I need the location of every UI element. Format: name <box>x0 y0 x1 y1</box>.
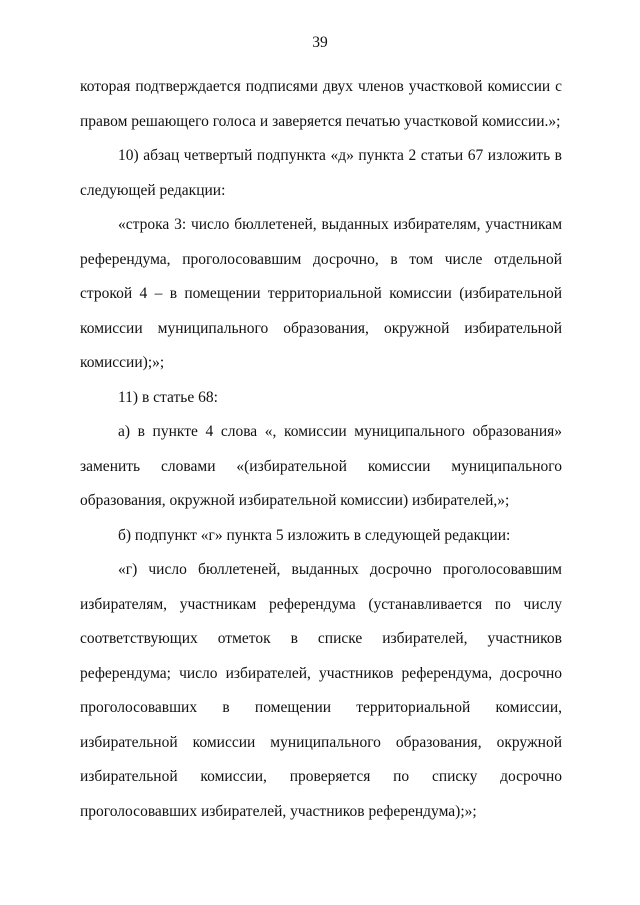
paragraph-3: «строка 3: число бюллетеней, выданных избирателям, участникам референдума, проголосовавшим досрочно, в том числе отдельной строкой 4 – в помещении территориальной комиссии (избирательной комиссии муниципального образования, окружной избирательной комиссии);»; <box>80 216 562 371</box>
paragraph-6: б) подпункт «г» пункта 5 изложить в следующей редакции: <box>118 526 511 544</box>
paragraph-4: 11) в статье 68: <box>118 388 218 406</box>
paragraph-2: 10) абзац четвертый подпункта «д» пункта 2 статьи 67 изложить в следующей редакции: <box>80 147 562 199</box>
page-number: 39 <box>312 34 328 51</box>
paragraph-1: которая подтверждается подписями двух членов участковой комиссии с правом решающего голоса и заверяется печатью участковой комиссии.»; <box>80 78 562 130</box>
paragraph-7: «г) число бюллетеней, выданных досрочно проголосовавшим избирателям, участникам референдума (устанавливается по числу соответствующих отметок в списке избирателей, участников референдума; число избирателей, участников референдума, досрочно проголосовавших в помещении территориальной комиссии, избирательной комиссии муниципального образования, окружной избирательной комиссии, проверяется по списку досрочно проголосовавших избирателей, участников референдума);»; <box>80 561 562 820</box>
document-body <box>80 70 562 829</box>
paragraph-5: а) в пункте 4 слова «, комиссии муниципального образования» заменить словами «(избирательной комиссии муниципального образования, окружной избирательной комиссии) избирателей,»; <box>80 423 562 509</box>
